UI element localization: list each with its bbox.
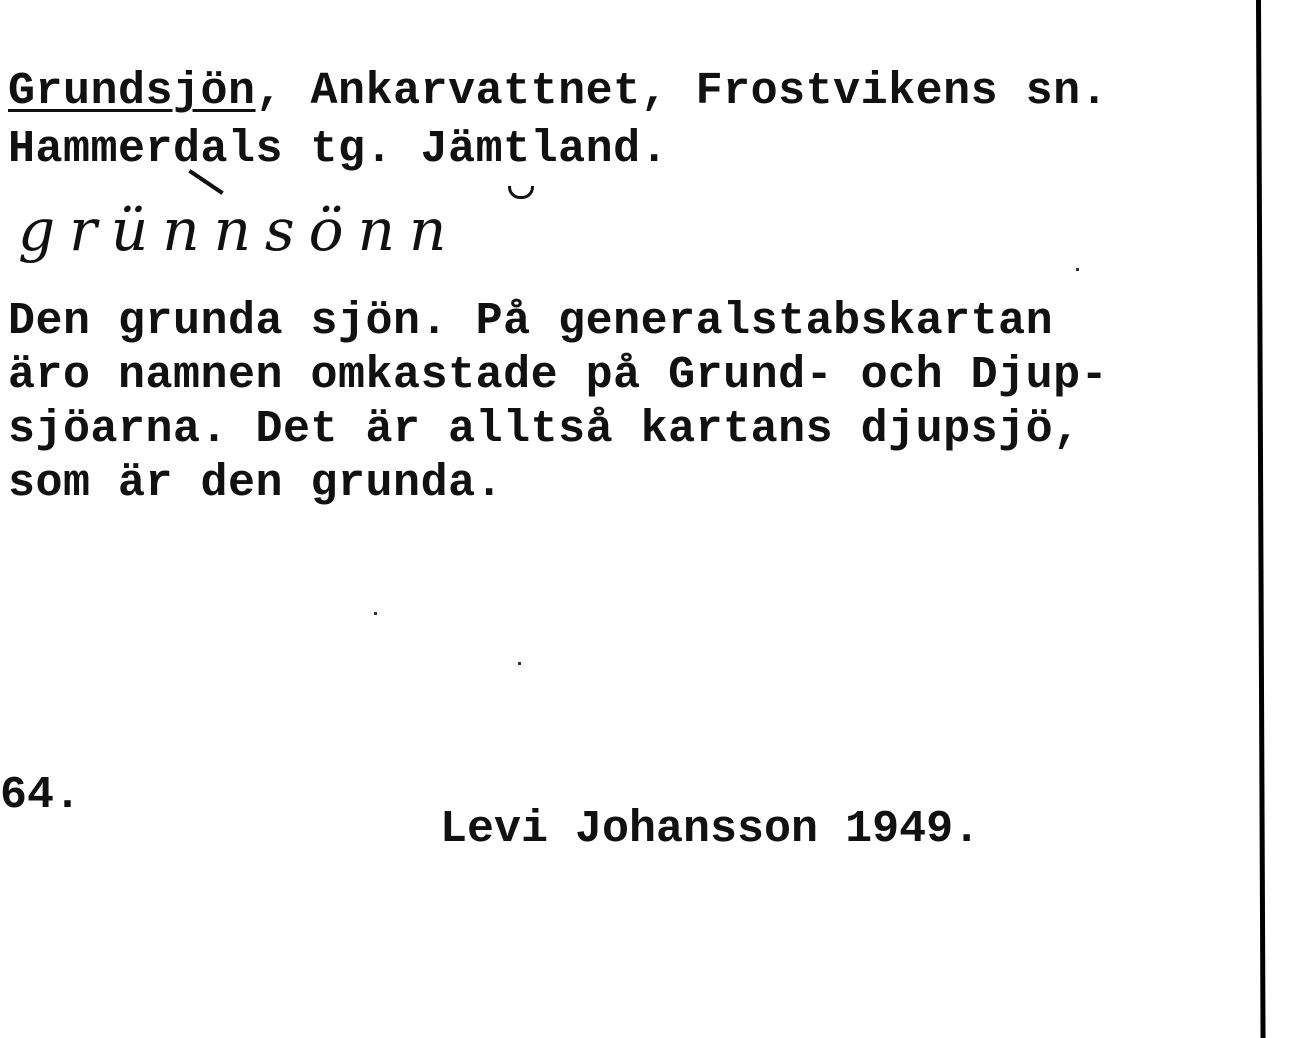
description-line: som är den grunda.	[8, 458, 504, 509]
card-number: 64.	[0, 770, 82, 821]
location-text: , Ankarvattnet, Frostvikens sn.	[255, 66, 1109, 117]
card-edge-line	[1256, 0, 1266, 1038]
scan-speck	[1076, 268, 1079, 271]
district-line: Hammerdals tg. Jämtland.	[8, 124, 669, 175]
place-heading	[8, 66, 1108, 117]
signature: Levi Johansson 1949.	[440, 804, 981, 855]
scan-speck	[374, 612, 377, 615]
handwritten-pronunciation: grünnsönn	[18, 196, 461, 264]
scan-speck	[518, 662, 521, 665]
headword: Grundsjön	[8, 66, 256, 117]
breve-mark	[508, 186, 534, 199]
description-line: Den grunda sjön. På generalstabskartan	[8, 296, 1054, 347]
description-line: äro namnen omkastade på Grund- och Djup-	[8, 350, 1109, 401]
description-line: sjöarna. Det är alltså kartans djupsjö,	[8, 404, 1081, 455]
